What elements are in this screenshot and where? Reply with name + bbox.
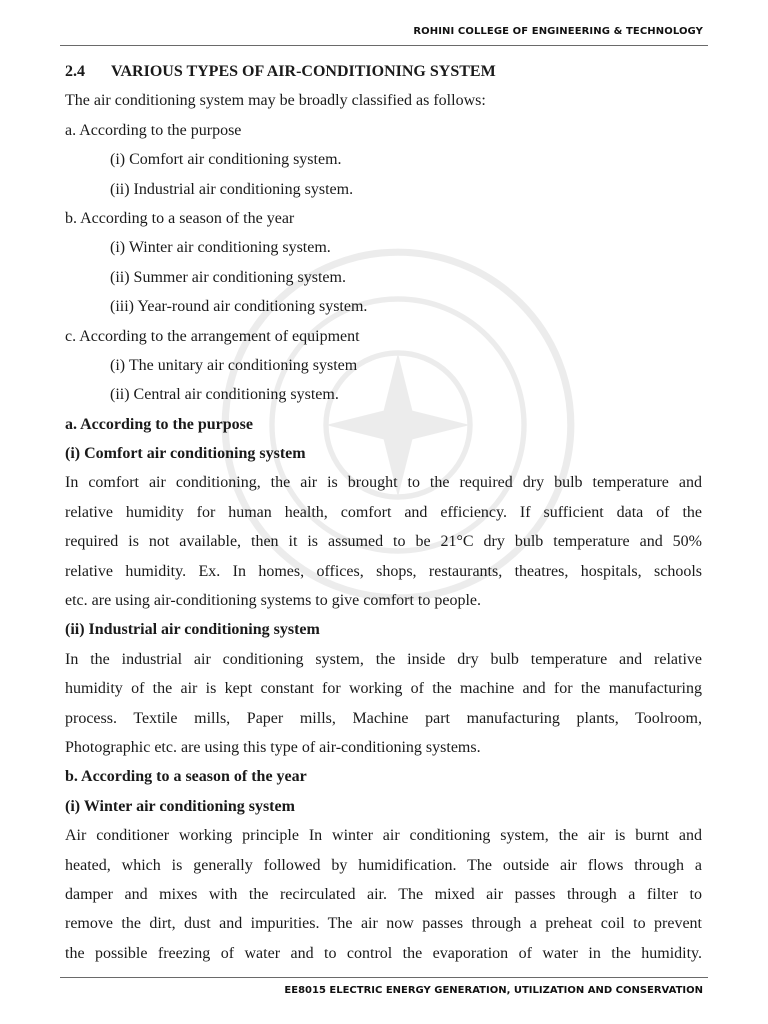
paragraph-line: required is not available, then it is assumed to be 21°C dry bulb temperature and 50%: [65, 533, 702, 551]
classification-item: (ii) Central air conditioning system.: [110, 386, 339, 404]
paragraph-line: relative humidity for human health, comfort and efficiency. If sufficient data of the: [65, 503, 702, 521]
paragraph-line: remove the dirt, dust and impurities. The air now passes through a preheat coil to prevent: [65, 915, 702, 933]
paragraph-line: In the industrial air conditioning system, the inside dry bulb temperature and relative: [65, 650, 702, 668]
classification-item: (ii) Industrial air conditioning system.: [110, 180, 354, 198]
classification-label-c: c. According to the arrangement of equipment: [65, 327, 360, 345]
paragraph-line: relative humidity. Ex. In homes, offices, shops, restaurants, theatres, hospitals, schools: [65, 562, 702, 580]
classification-item: (i) Comfort air conditioning system.: [110, 151, 342, 169]
paragraph-line: etc. are using air-conditioning systems to give comfort to people.: [65, 592, 482, 610]
winter-heading: (i) Winter air conditioning system: [65, 797, 295, 815]
paragraph-line: damper and mixes with the recirculated air. The mixed air passes through a filter to: [65, 885, 702, 903]
paragraph-line: Air conditioner working principle In winter air conditioning system, the air is burnt and: [65, 827, 702, 845]
paragraph-line: Photographic etc. are using this type of air-conditioning systems.: [65, 738, 481, 756]
industrial-heading: (ii) Industrial air conditioning system: [65, 621, 320, 639]
classification-item: (i) The unitary air conditioning system: [110, 356, 358, 374]
part-b-heading: b. According to a season of the year: [65, 768, 307, 786]
paragraph-line: process. Textile mills, Paper mills, Machine part manufacturing plants, Toolroom,: [65, 709, 702, 727]
comfort-heading: (i) Comfort air conditioning system: [65, 445, 306, 463]
classification-item: (iii) Year-round air conditioning system.: [110, 298, 368, 316]
part-a-heading: a. According to the purpose: [65, 415, 253, 433]
header-rule: [60, 45, 708, 46]
classification-label-a: a. According to the purpose: [65, 121, 242, 139]
paragraph-line: humidity of the air is kept constant for working of the machine and for the manufacturing: [65, 680, 702, 698]
footer-rule: [60, 977, 708, 978]
paragraph-line: heated, which is generally followed by humidification. The outside air flows through a: [65, 856, 702, 874]
document-body: [65, 57, 702, 968]
section-title: VARIOUS TYPES OF AIR-CONDITIONING SYSTEM: [111, 63, 496, 80]
page-header: ROHINI COLLEGE OF ENGINEERING & TECHNOLOGY: [413, 26, 703, 37]
classification-item: (ii) Summer air conditioning system.: [110, 268, 346, 286]
section-number: 2.4: [65, 63, 85, 80]
paragraph-line: the possible freezing of water and to control the evaporation of water in the humidity.: [65, 944, 702, 962]
page-footer: EE8015 ELECTRIC ENERGY GENERATION, UTILIZATION AND CONSERVATION: [284, 985, 703, 996]
section-heading: [65, 57, 702, 86]
classification-item: (i) Winter air conditioning system.: [110, 239, 331, 257]
paragraph-line: In comfort air conditioning, the air is brought to the required dry bulb temperature and: [65, 474, 702, 492]
classification-label-b: b. According to a season of the year: [65, 209, 295, 227]
intro-text: The air conditioning system may be broadly classified as follows:: [65, 92, 486, 110]
